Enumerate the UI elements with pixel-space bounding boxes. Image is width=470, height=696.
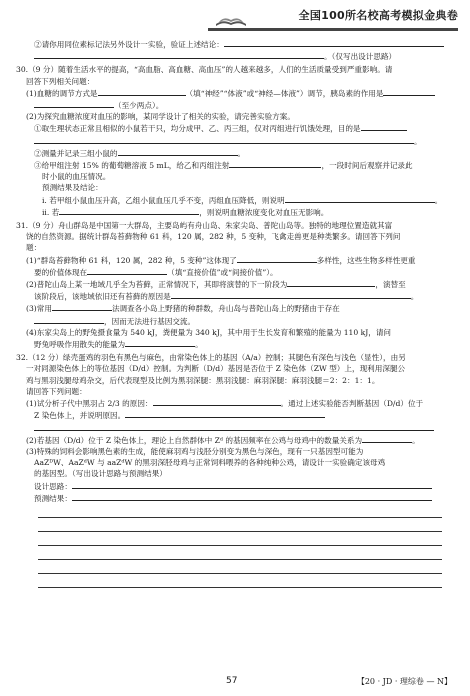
answer-blank[interactable] — [34, 422, 434, 431]
q31-stem: 31.（9 分）舟山群岛是中国第一大群岛，主要岛屿有舟山岛、朱家尖岛、普陀山岛等。独特的地理位置造就其富 — [16, 221, 393, 231]
answer-blank[interactable] — [34, 315, 104, 324]
q30-part1: (1)血糖的调节方式是 （填“神经”“体液”或“神经—体液”）调节，胰岛素的作用是 — [16, 87, 452, 99]
footer — [0, 672, 470, 692]
answer-blank[interactable] — [34, 99, 114, 108]
answer-line[interactable] — [38, 518, 442, 532]
q30-step3: 时小鼠的血压情况。 — [42, 172, 111, 182]
answer-line[interactable] — [38, 504, 442, 518]
answer-blank[interactable] — [383, 87, 435, 96]
answer-blank[interactable] — [72, 492, 432, 501]
q31-part1: 要的价值体现在 （填“直接价值”或“间接价值”）。 — [34, 267, 278, 277]
q31-part2: (2)普陀山岛上某一地域几乎全为苔藓，正常情况下，其即将演替的下一阶段为 ，演替至 — [26, 280, 406, 290]
prediction-label: 预测结果： — [16, 492, 452, 504]
header-title: 全国100所名校高考模拟金典卷 — [298, 9, 458, 22]
answer-blank[interactable] — [72, 480, 432, 489]
q30-result-i: i. 若甲组小鼠血压升高，乙组小鼠血压几乎不变，丙组血压降低，则说明 。 — [42, 195, 443, 205]
answer-blank[interactable] — [287, 278, 375, 287]
design-label: 设计思路： — [16, 480, 452, 492]
answer-blank[interactable] — [125, 409, 325, 418]
answer-blank[interactable] — [59, 206, 199, 215]
answer-blank[interactable] — [237, 254, 317, 263]
q32-stem: 32.（12 分）绿壳蛋鸡的羽色有黑色与麻色，由常染色体上的基因（A/a）控制；其腿色有深色与浅色（显性），由另 — [16, 353, 406, 363]
q31-part3: (3)常用 法调查各小岛上野猪的种群数，舟山岛与普陀山岛上的野猪由于存在 — [26, 304, 340, 314]
answer-blank[interactable] — [52, 302, 112, 311]
q30-prediction: 预测结果及结论： — [42, 183, 103, 193]
answer-blank[interactable] — [153, 397, 281, 406]
answer-line[interactable] — [38, 546, 442, 560]
q31-stem: 饶的自然资源。据统计群岛苔藓物种 61 科，120 属，282 种，5 变种，飞禽走兽更是种类繁多。请回答下列问 — [26, 232, 401, 242]
answer-line[interactable] — [38, 532, 442, 546]
q30-step1: 。 — [16, 135, 452, 147]
q32-part3: AaZᴰW、AaZᵈW 与 aaZᵈW 的黑羽深胫母鸡与正常饲料喂养的各种纯种公鸡，请设计一实验确定该母鸡 — [34, 458, 386, 468]
q32-part1: (1)试分析子代中黑羽占 2/3 的原因： 。通过上述实验能否判断基因（D/d）位于 — [26, 399, 424, 409]
q30-result-ii: ii. 若 ，则说明血糖浓度变化对血压无影响。 — [42, 207, 329, 217]
answer-blank[interactable] — [361, 122, 407, 131]
paper-tag: 【20 · JD · 理综卷 — N】 — [356, 677, 452, 686]
book-logo-icon — [214, 10, 248, 27]
q32-part1 — [16, 422, 452, 434]
page-number: 57 — [226, 676, 238, 686]
q30-step3: ③给甲组注射 15% 的葡萄糖溶液 5 mL，给乙和丙组注射 ，一段时间后观察并记录此 — [34, 161, 413, 171]
q31-part3: ，因而无法进行基因交流。 — [16, 315, 452, 327]
answer-blank[interactable] — [125, 338, 195, 347]
header-rule — [208, 28, 458, 31]
content — [16, 38, 452, 588]
q31-part4: 野兔呼吸作用散失的能量为 。 — [34, 340, 203, 350]
q30-part1: （至少两点）。 — [16, 99, 452, 111]
answer-blank[interactable] — [87, 266, 167, 275]
q31-part2: 该阶段后，该地域依旧还有苔藓的原因是 。 — [34, 292, 419, 302]
q31-part1: (1)“群岛苔藓物种 61 科，120 属，282 种，5 变种”这体现了 多样性，这些生物多样性更重 — [26, 255, 416, 265]
q32-part2: (2)若基因（D/d）位于 Z 染色体上，理论上自然群体中 Zᵈ 的基因频率在公鸡与母鸡中的数量关系为 。 — [26, 435, 420, 445]
q30-stem: 回答下列相关问题： — [26, 76, 95, 86]
q30-step1: ①取生理状态正常且相似的小鼠若干只，均分成甲、乙、丙三组，仅对丙组进行饥饿处理，目的是 — [16, 122, 452, 134]
answer-blank[interactable] — [118, 147, 238, 156]
answer-blank[interactable] — [98, 87, 186, 96]
q29-line: 。（仅写出设计思路） — [16, 50, 452, 62]
q32-stem: 请回答下列问题： — [26, 386, 87, 396]
q30-stem: 30.（9 分）随着生活水平的提高，“高血脂、高血糖、高血压”的人越来越多，人们的生活质量受到严重影响。请 — [16, 65, 393, 75]
q32-part3: (3)特殊的饲料会影响黑色素的生成，能使麻羽鸡与浅胫分别变为黑色与深色，现有一只基因型可能为 — [26, 446, 364, 456]
answer-blank[interactable] — [362, 434, 412, 443]
q32-part3: 的基因型。（写出设计思路与预测结果） — [34, 469, 167, 479]
answer-blank[interactable] — [224, 38, 444, 47]
q32-stem: 鸡与黑羽浅腿母鸡杂交，后代表现型及比例为黑羽深腿：黑羽浅腿：麻羽深腿：麻羽浅腿＝2：2：1：1。 — [26, 375, 380, 385]
q31-part4: (4)东家尖岛上的野兔摄食量为 540 kJ，粪便量为 340 kJ，其中用于生长发育和繁殖的能量为 110 kJ，请问 — [26, 327, 392, 337]
answer-blank[interactable] — [285, 194, 435, 203]
answer-blank[interactable] — [229, 159, 321, 168]
q31-stem: 题： — [26, 243, 42, 253]
q29-line: ②请你用同位素标记法另外设计一实验，验证上述结论： — [16, 38, 452, 50]
answer-line[interactable] — [38, 574, 442, 588]
header — [198, 10, 458, 32]
answer-blank[interactable] — [34, 50, 324, 59]
answer-line[interactable] — [38, 560, 442, 574]
q30-part2: (2)为探究血糖浓度对血压的影响，某同学设计了相关的实验，请完善实验方案。 — [26, 112, 295, 122]
q30-step2: ②测量并记录三组小鼠的 。 — [34, 148, 246, 158]
answer-blank[interactable] — [171, 290, 411, 299]
q32-part1: Z 染色体上，并说明原因。 — [16, 409, 452, 421]
q32-stem: 一对同源染色体上的等位基因（D/d）控制。为判断（D/d）基因是否位于 Z 染色体（ZW 型）上，现利用深腿公 — [26, 364, 406, 374]
answer-blank[interactable] — [34, 135, 414, 144]
